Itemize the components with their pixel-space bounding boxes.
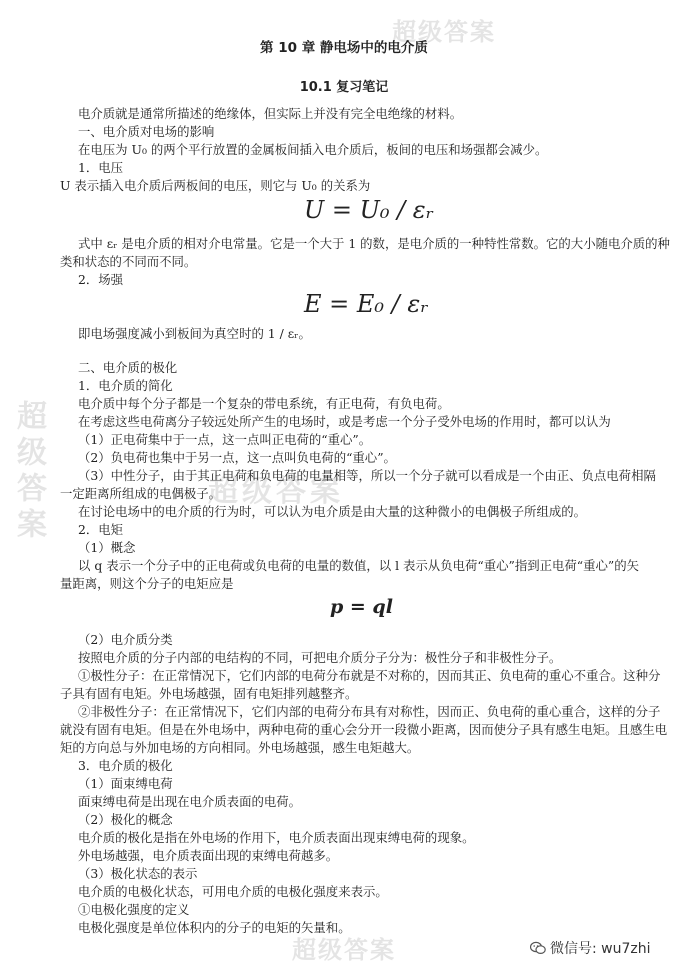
heading-line: （3）极化状态的表示: [78, 866, 198, 881]
body-line: 类和状态的不同而不同。: [60, 254, 197, 269]
wechat-icon: [530, 941, 546, 955]
body-line: ②非极性分子：在正常情况下，它们内部的电荷分布具有对称性，因而正、负电荷的重心重合，这样的分子: [78, 704, 661, 719]
heading-line: （2）电介质分类: [78, 632, 173, 647]
body-line: 外电场越强，电介质表面出现的束缚电荷越多。: [78, 848, 339, 863]
heading-line: 1．电介质的简化: [78, 378, 173, 393]
body-line: 式中 εᵣ 是电介质的相对介电常量。它是一个大于 1 的数，是电介质的一种特性常数。它的大小随电介质的种: [78, 236, 670, 251]
equation-voltage: U = U₀ / εᵣ: [304, 196, 434, 224]
body-line: （3）中性分子，由于其正电荷和负电荷的电量相等，所以一个分子就可以看成是一个由正、负点电荷相隔: [78, 468, 656, 483]
watermark-left: 超级答案: [11, 400, 46, 544]
body-line: 按照电介质的分子内部的电结构的不同，可把电介质分子分为：极性分子和非极性分子。: [78, 650, 562, 665]
body-line: 电介质的电极化状态，可用电介质的电极化强度来表示。: [78, 884, 388, 899]
heading-line: （1）面束缚电荷: [78, 776, 173, 791]
body-line: 在电压为 U₀ 的两个平行放置的金属板间插入电介质后，板间的电压和场强都会减少。: [78, 142, 548, 157]
wechat-badge: [530, 938, 651, 958]
watermark-middle: 超级答案: [208, 474, 344, 509]
body-line: 电介质的极化是指在外电场的作用下，电介质表面出现束缚电荷的现象。: [78, 830, 475, 845]
body-line: （1）正电荷集中于一点，这一点叫正电荷的“重心”。: [78, 432, 372, 447]
chapter-title: 第 10 章 静电场中的电介质: [260, 40, 428, 56]
watermark-top: 超级答案: [392, 18, 496, 46]
body-line: 就没有固有电矩。但是在外电场中，两种电荷的重心会分开一段微小距离，因而使分子具有感生电矩。且感生电: [60, 722, 668, 737]
body-line: （2）负电荷也集中于另一点，这一点叫负电荷的“重心”。: [78, 450, 396, 465]
body-line: 电极化强度是单位体积内的分子的电矩的矢量和。: [78, 920, 351, 935]
body-line: 电介质就是通常所描述的绝缘体，但实际上并没有完全电绝缘的材料。: [78, 106, 463, 121]
body-line: 电介质中每个分子都是一个复杂的带电系统，有正电荷，有负电荷。: [78, 396, 450, 411]
body-line: 一定距离所组成的电偶极子。: [60, 486, 222, 501]
equation-field: E = E₀ / εᵣ: [304, 290, 429, 318]
heading-line: （2）极化的概念: [78, 812, 173, 827]
heading-line: 1．电压: [78, 160, 124, 175]
body-line: ①电极化强度的定义: [78, 902, 190, 917]
body-line: ①极性分子：在正常情况下，它们内部的电荷分布就是不对称的，因而其正、负电荷的重心不重合。这种分: [78, 668, 661, 683]
body-line: 子具有固有电矩。外电场越强，固有电矩排列越整齐。: [60, 686, 358, 701]
heading-line: 3．电介质的极化: [78, 758, 173, 773]
equation-dipole: p = ql: [330, 596, 393, 618]
heading-line: （1）概念: [78, 540, 136, 555]
body-line: 量距离，则这个分子的电矩应是: [60, 576, 234, 591]
section-title: 10.1 复习笔记: [299, 80, 389, 95]
heading-line: 一、电介质对电场的影响: [78, 124, 215, 139]
body-line: 面束缚电荷是出现在电介质表面的电荷。: [78, 794, 302, 809]
body-line: 在考虑这些电荷离分子较远处所产生的电场时，或是考虑一个分子受外电场的作用时，都可以认为: [78, 414, 611, 429]
body-line: 即电场强度减小到板间为真空时的 1 / εᵣ。: [78, 326, 311, 341]
body-line: 矩的方向总与外加电场的方向相同。外电场越强，感生电矩越大。: [60, 740, 420, 755]
body-line: 在讨论电场中的电介质的行为时，可以认为电介质是由大量的这种微小的电偶极子所组成的。: [78, 504, 587, 519]
heading-line: 二、电介质的极化: [78, 360, 178, 375]
body-line: U 表示插入电介质后两板间的电压，则它与 U₀ 的关系为: [60, 178, 371, 193]
watermark-bottom: 超级答案: [292, 936, 396, 964]
body-line: 以 q 表示一个分子中的正电荷或负电荷的电量的数值，以 l 表示从负电荷“重心”指到正电荷“重心”的矢: [78, 558, 640, 573]
wechat-id: 微信号: wu7zhi: [550, 941, 651, 957]
heading-line: 2．电矩: [78, 522, 124, 537]
heading-line: 2．场强: [78, 272, 124, 287]
